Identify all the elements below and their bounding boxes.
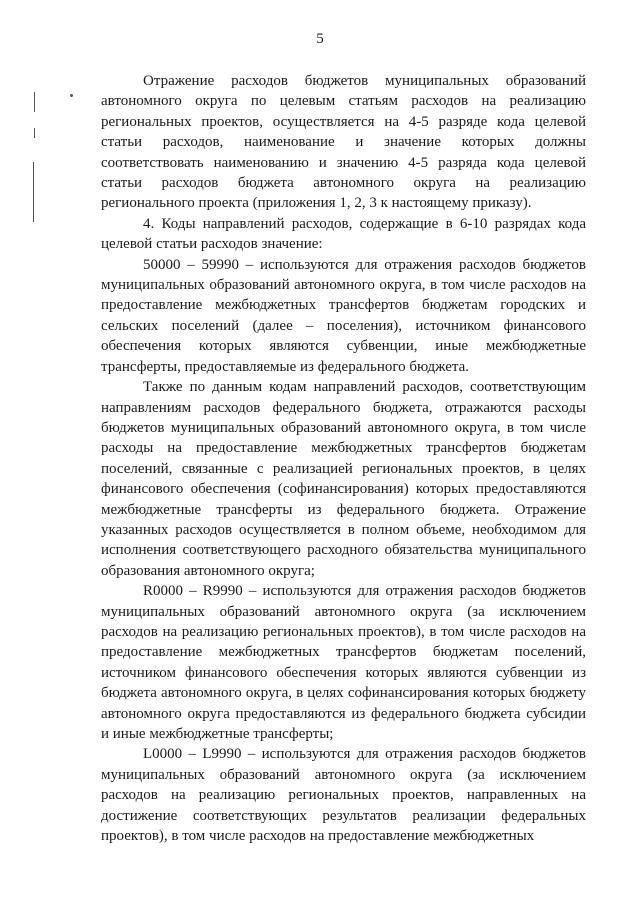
paragraph-regional-projects: Отражение расходов бюджетов муниципальных образований автономного округа по целевым статьям расходов на реализацию региональных проектов, осуществляется на 4-5 разряде кода целевой статьи расходов, наименование и значение которых должны соответствовать наименованию и значению 4-5 разряда кода целевой статьи расходов бюджета автономного округа на реализацию регионального проекта (приложения 1, 2, 3 к настоящему приказу).	[101, 73, 586, 212]
scan-mark-left	[34, 92, 35, 112]
paragraph-codes-50000: 50000 – 59990 – используются для отражения расходов бюджетов муниципальных образований автономного округа, в том числе расходов на предоставление межбюджетных трансфертов бюджетам городских и сельских поселений (далее – поселения), источником финансового обеспечения которых являются субвенции, иные межбюджетные трансферты, предоставляемые из федерального бюджета.	[101, 256, 586, 375]
paragraph-direction-codes: 4. Коды направлений расходов, содержащие в 6-10 разрядах кода целевой статьи расходов значение:	[101, 215, 586, 253]
paragraph-codes-r0000: R0000 – R9990 – используются для отражения расходов бюджетов муниципальных образований автономного округа (за исключением расходов на реализацию региональных проектов), в том числе расходов на предоставление межбюджетных трансфертов бюджетам поселений, источником финансового обеспечения которых являются субвенции из бюджета автономного округа, в целях софинансирования которых бюджету автономного округа предоставляются из федерального бюджета субсидии и иные межбюджетные трансферты;	[101, 583, 586, 742]
paragraph-codes-l0000: L0000 – L9990 – используются для отражения расходов бюджетов муниципальных образований автономного округа (за исключением расходов на реализацию региональных проектов, направленных на достижение соответствующих результатов реализации федеральных проектов), в том числе расходов на предоставление межбюджетных	[101, 746, 586, 845]
document-body	[101, 71, 586, 846]
page-number: 5	[316, 31, 324, 47]
scan-mark-left	[33, 162, 34, 222]
paragraph-federal-directions: Также по данным кодам направлений расходов, соответствующим направлениям расходов федерального бюджета, отражаются расходы бюджетов муниципальных образований автономного округа, в том числе расходы на предоставление межбюджетных трансфертов бюджетам поселений, связанные с реализацией региональных проектов, в целях финансового обеспечения (софинансирования) которых предоставляются межбюджетные трансферты из федерального бюджета. Отражение указанных расходов осуществляется в полном объеме, необходимом для исполнения соответствующего расходного обязательства муниципального образования автономного округа;	[101, 379, 586, 579]
scan-mark-dot	[70, 94, 73, 97]
scan-mark-left	[34, 128, 35, 138]
